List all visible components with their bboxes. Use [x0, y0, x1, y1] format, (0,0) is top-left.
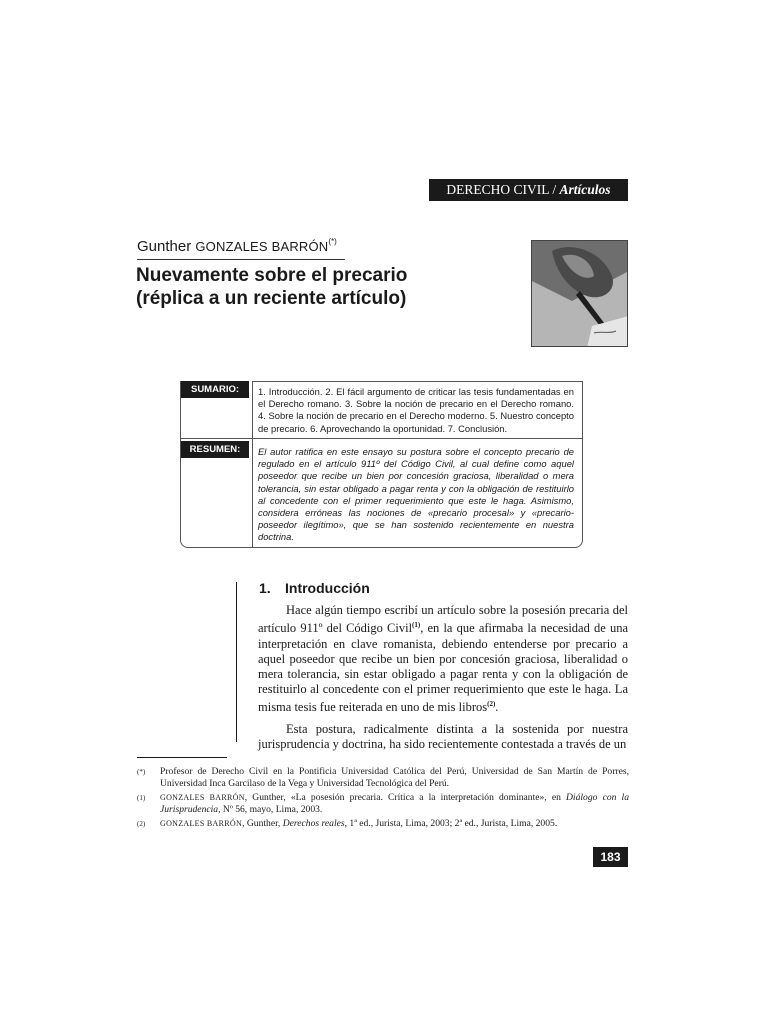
title-line-1: Nuevamente sobre el precario: [136, 265, 408, 286]
section-side-bar: [236, 582, 237, 742]
footnote-1: [137, 792, 629, 817]
footnote-author-name: GONZALES BARRÓN: [160, 793, 245, 802]
sumario-text: 1. Introducción. 2. El fácil argumento de criticar las tesis fundamentadas en el Derecho romano. 3. Sobre la noción de precario en el Derecho romano. 4. Sobre la noción de precario en el Derecho moderno. 5. Nuestro concepto de precario. 6. Aprovechando la oportunidad. 7. Conclusión.: [258, 386, 574, 434]
section-heading: [259, 580, 370, 596]
title-line-2: (réplica a un reciente artículo): [136, 288, 407, 309]
summary-top-border: [252, 381, 583, 382]
section-title: Introducción: [285, 580, 370, 596]
footnote-author-name: GONZALES BARRÓN: [160, 819, 243, 828]
footnote-text: [160, 792, 629, 817]
summary-divider: [180, 438, 583, 439]
footnote-text-a: , Gunther, «La posesión precaria. Crítica a la interpretación dominante», en: [244, 792, 566, 803]
sumario-label: SUMARIO:: [181, 381, 249, 398]
section-tag: [429, 179, 628, 201]
article-title: [136, 264, 407, 310]
section-number: 1.: [259, 580, 271, 596]
author-footnote-mark: (*): [328, 237, 337, 246]
body-text: [258, 603, 628, 752]
footnote-mark: (*): [137, 768, 146, 776]
pen-writing-photo: [531, 240, 628, 347]
footnote-source: Diálogo con la Jurisprudencia: [160, 792, 629, 816]
footnote-mark: (2): [137, 820, 146, 828]
resumen-text: El autor ratifica en este ensayo su postura sobre el concepto precario de regulado en el artículo 911º del Código Civil, al cual define como aquel poseedor que recibe un bien por concesión graciosa, liberalidad o mera tolerancia, sin estar obligado a pagar renta y con la obligación de restituirlo al concedente con el primer requerimiento que este le haga. Asimismo, considera erróneas las nociones de «precario procesal» y «precario-poseedor ilegítimo», que se han sostenido recientemente en nuestra doctrina.: [258, 446, 574, 543]
page-number: 183: [593, 847, 628, 867]
paragraph-1: [258, 603, 628, 716]
footnote-text: [160, 818, 629, 830]
footnote-ref-1: (1): [412, 621, 421, 630]
footnote-source: Derechos reales: [282, 818, 345, 829]
footnote-ref-2: (2): [487, 700, 496, 709]
paragraph-1-part-a: Hace algún tiempo escribí un artículo sobre la posesión precaria del artículo 911º del Código Civil: [258, 603, 628, 636]
paragraph-1-part-b: , en la que afirmaba la necesidad de una interpretación en clave romanista, debiendo entenderse por precario a aquel poseedor que recibe un bien por concesión graciosa, liberalidad o mera tolerancia, sin estar obligado a pagar renta y con la obligación de restituirlo al concedente con el primer requerimiento que este le haga. La misma tesis fue reiterada en uno de mis libros: [258, 621, 628, 715]
footnote-text: Profesor de Derecho Civil en la Pontificia Universidad Católica del Perú, Universidad de San Martín de Porres, Universidad Inca Garcilaso de la Vega y Universidad Tecnológica del Perú.: [160, 766, 629, 790]
footnote-author: [137, 766, 629, 791]
subsection-label: Artículos: [559, 182, 611, 197]
footnote-rule: [137, 757, 227, 758]
footnote-text-b: , Nº 56, mayo, Lima, 2003.: [218, 804, 323, 816]
footnote-text-a: , Gunther,: [242, 818, 283, 829]
author-first-name: Gunther: [137, 238, 192, 255]
author-name: [137, 238, 337, 255]
footnote-mark: (1): [137, 794, 146, 802]
footnote-2: [137, 818, 629, 830]
author-last-name: GONZALES BARRÓN: [195, 239, 329, 254]
resumen-label: RESUMEN:: [181, 441, 249, 458]
footnote-text-b: , 1ª ed., Jurista, Lima, 2003; 2ª ed., Jurista, Lima, 2005.: [344, 818, 558, 829]
sumario-separator: [252, 381, 253, 438]
paragraph-2: Esta postura, radicalmente distinta a la sostenida por nuestra jurisprudencia y doctrina, ha sido recientemente contestada a través de un: [258, 721, 628, 751]
author-rule: [137, 259, 345, 260]
section-label: DERECHO CIVIL /: [446, 182, 557, 197]
paragraph-1-part-c: .: [495, 700, 499, 715]
resumen-separator: [252, 439, 253, 547]
